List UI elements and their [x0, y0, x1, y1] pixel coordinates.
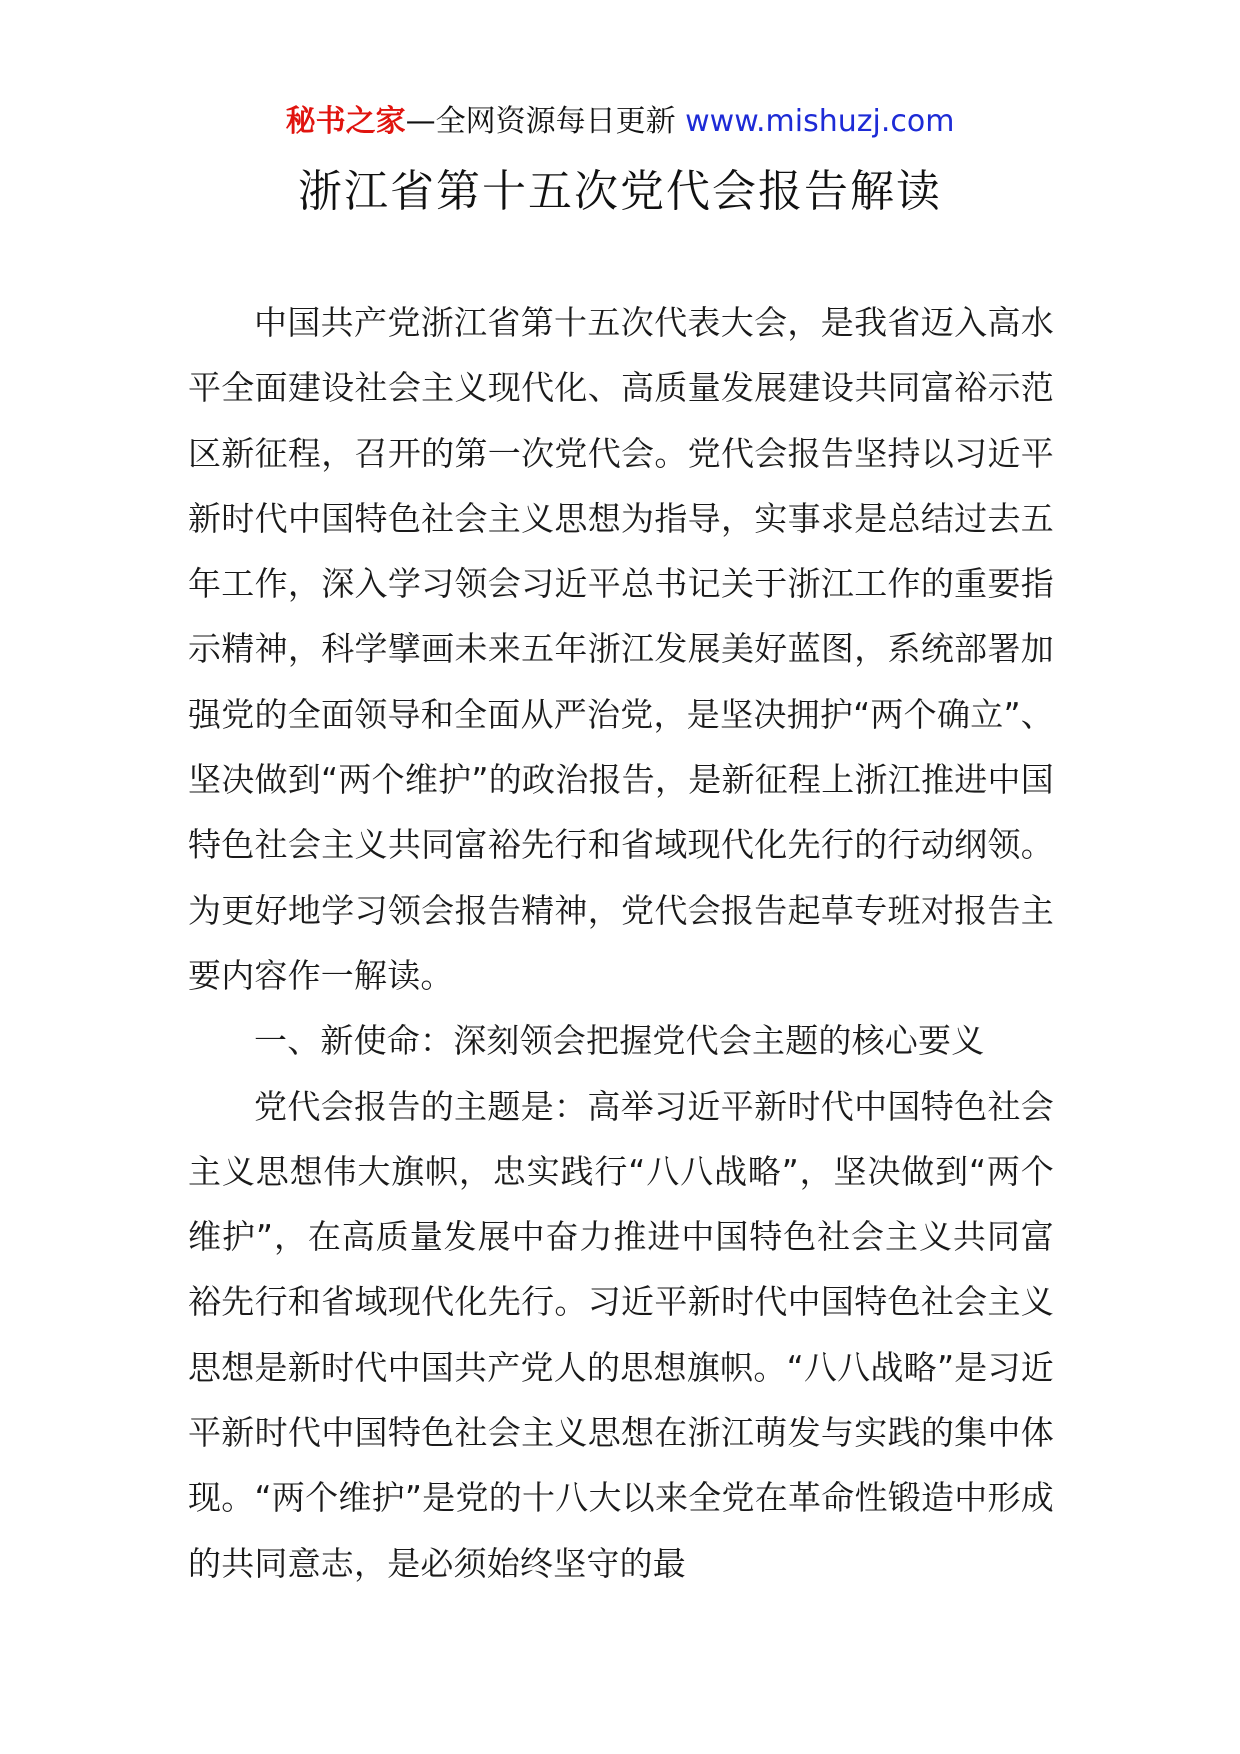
header-tagline: —全网资源每日更新: [405, 104, 686, 139]
body-paragraph: 党代会报告的主题是：高举习近平新时代中国特色社会主义思想伟大旗帜，忠实践行“八八战略”，坚决做到“两个维护”，在高质量发展中奋力推进中国特色社会主义共同富裕先行和省域现代化先行。习近平新时代中国特色社会主义思想是新时代中国共产党人的思想旗帜。“八八战略”是习近平新时代中国特色社会主义思想在浙江萌发与实践的集中体现。“两个维护”是党的十八大以来全党在革命性锻造中形成的共同意志，是必须始终坚守的最: [188, 1086, 1054, 1583]
document-body: [188, 290, 1054, 1596]
section-heading: 一、新使命：深刻领会把握党代会主题的核心要义: [254, 1021, 985, 1061]
brand-name: 秘书之家: [285, 104, 406, 139]
document-title: 浙江省第十五次党代会报告解读: [298, 166, 942, 217]
website-link[interactable]: www.mishuzj.com: [685, 104, 955, 139]
body-paragraph: 中国共产党浙江省第十五次代表大会，是我省迈入高水平全面建设社会主义现代化、高质量发展建设共同富裕示范区新征程，召开的第一次党代会。党代会报告坚持以习近平新时代中国特色社会主义思想为指导，实事求是总结过去五年工作，深入学习领会习近平总书记关于浙江工作的重要指示精神，科学擘画未来五年浙江发展美好蓝图，系统部署加强党的全面领导和全面从严治党，是坚决拥护“两个确立”、坚决做到“两个维护”的政治报告，是新征程上浙江推进中国特色社会主义共同富裕先行和省域现代化先行的行动纲领。为更好地学习领会报告精神，党代会报告起草专班对报告主要内容作一解读。: [188, 303, 1054, 995]
header-banner: [0, 100, 1240, 144]
